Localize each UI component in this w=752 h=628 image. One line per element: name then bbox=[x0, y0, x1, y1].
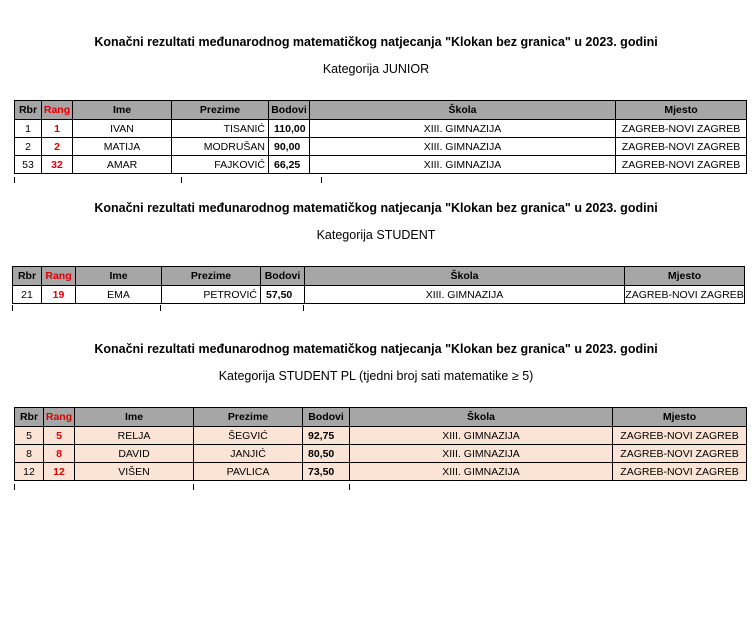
header-skola: Škola bbox=[310, 101, 616, 120]
table-row bbox=[15, 120, 747, 138]
cell-ime: VIŠEN bbox=[75, 463, 194, 481]
header-ime: Ime bbox=[76, 267, 162, 286]
cell-rang: 8 bbox=[44, 445, 75, 463]
table-row bbox=[15, 138, 747, 156]
header-ime: Ime bbox=[73, 101, 172, 120]
junior-subtitle: Kategorija JUNIOR bbox=[322, 62, 430, 76]
table-row bbox=[15, 156, 747, 174]
cell-ime: DAVID bbox=[75, 445, 194, 463]
cell-rang: 19 bbox=[42, 286, 76, 304]
header-skola: Škola bbox=[350, 408, 613, 427]
cell-bodovi: 90,00 bbox=[269, 138, 310, 156]
table-cutoff-mark bbox=[14, 177, 15, 183]
table-cutoff-mark bbox=[321, 177, 322, 183]
junior-title: Konačni rezultati međunarodnog matematičkog natjecanja "Klokan bez granica" u 2023. godini bbox=[94, 35, 658, 49]
header-skola: Škola bbox=[305, 267, 625, 286]
student-subtitle: Kategorija STUDENT bbox=[316, 228, 436, 242]
header-rbr: Rbr bbox=[13, 267, 42, 286]
header-rbr: Rbr bbox=[15, 408, 44, 427]
cell-ime: MATIJA bbox=[73, 138, 172, 156]
cell-rang: 32 bbox=[42, 156, 73, 174]
junior-results-table bbox=[14, 100, 747, 174]
cell-rbr: 2 bbox=[15, 138, 42, 156]
cell-skola: XIII. GIMNAZIJA bbox=[305, 286, 625, 304]
cell-skola: XIII. GIMNAZIJA bbox=[350, 463, 613, 481]
cell-skola: XIII. GIMNAZIJA bbox=[310, 138, 616, 156]
cell-prezime: TISANIĆ bbox=[172, 120, 269, 138]
student-title: Konačni rezultati međunarodnog matematičkog natjecanja "Klokan bez granica" u 2023. godini bbox=[94, 201, 658, 215]
cell-mjesto: ZAGREB-NOVI ZAGREB bbox=[616, 120, 747, 138]
cell-prezime: FAJKOVIĆ bbox=[172, 156, 269, 174]
table-cutoff-mark bbox=[193, 484, 194, 490]
table-row bbox=[15, 463, 747, 481]
cell-prezime: MODRUŠAN bbox=[172, 138, 269, 156]
cell-bodovi: 92,75 bbox=[303, 427, 350, 445]
cell-ime: RELJA bbox=[75, 427, 194, 445]
cell-bodovi: 66,25 bbox=[269, 156, 310, 174]
header-mjesto: Mjesto bbox=[613, 408, 747, 427]
table-row bbox=[15, 427, 747, 445]
cell-ime: EMA bbox=[76, 286, 162, 304]
cell-bodovi: 73,50 bbox=[303, 463, 350, 481]
cell-ime: IVAN bbox=[73, 120, 172, 138]
cell-mjesto: ZAGREB-NOVI ZAGREB bbox=[616, 138, 747, 156]
student-pl-title: Konačni rezultati međunarodnog matematičkog natjecanja "Klokan bez granica" u 2023. godini bbox=[94, 342, 658, 356]
cell-ime: AMAR bbox=[73, 156, 172, 174]
header-prezime: Prezime bbox=[194, 408, 303, 427]
cell-rang: 12 bbox=[44, 463, 75, 481]
header-prezime: Prezime bbox=[162, 267, 261, 286]
table-row bbox=[13, 286, 745, 304]
header-prezime: Prezime bbox=[172, 101, 269, 120]
header-ime: Ime bbox=[75, 408, 194, 427]
cell-prezime: PAVLICA bbox=[194, 463, 303, 481]
cell-mjesto: ZAGREB-NOVI ZAGREB bbox=[625, 286, 745, 304]
student-pl-results-table bbox=[14, 407, 747, 481]
cell-rang: 2 bbox=[42, 138, 73, 156]
cell-rbr: 5 bbox=[15, 427, 44, 445]
cell-rang: 5 bbox=[44, 427, 75, 445]
cell-mjesto: ZAGREB-NOVI ZAGREB bbox=[613, 463, 747, 481]
cell-rbr: 21 bbox=[13, 286, 42, 304]
table-cutoff-mark bbox=[160, 305, 161, 311]
table-header-row bbox=[15, 101, 747, 120]
cell-skola: XIII. GIMNAZIJA bbox=[310, 120, 616, 138]
table-cutoff-mark bbox=[14, 484, 15, 490]
header-bodovi: Bodovi bbox=[261, 267, 305, 286]
cell-rbr: 12 bbox=[15, 463, 44, 481]
cell-prezime: PETROVIĆ bbox=[162, 286, 261, 304]
table-cutoff-mark bbox=[12, 305, 13, 311]
cell-bodovi: 57,50 bbox=[261, 286, 305, 304]
table-cutoff-mark bbox=[349, 484, 350, 490]
cell-bodovi: 80,50 bbox=[303, 445, 350, 463]
table-cutoff-mark bbox=[303, 305, 304, 311]
cell-mjesto: ZAGREB-NOVI ZAGREB bbox=[613, 445, 747, 463]
cell-prezime: JANJIĆ bbox=[194, 445, 303, 463]
cell-prezime: ŠEGVIĆ bbox=[194, 427, 303, 445]
header-rbr: Rbr bbox=[15, 101, 42, 120]
header-mjesto: Mjesto bbox=[625, 267, 745, 286]
header-mjesto: Mjesto bbox=[616, 101, 747, 120]
cell-mjesto: ZAGREB-NOVI ZAGREB bbox=[616, 156, 747, 174]
cell-rbr: 1 bbox=[15, 120, 42, 138]
cell-rbr: 53 bbox=[15, 156, 42, 174]
cell-rang: 1 bbox=[42, 120, 73, 138]
cell-skola: XIII. GIMNAZIJA bbox=[350, 445, 613, 463]
header-rang: Rang bbox=[42, 267, 76, 286]
cell-bodovi: 110,00 bbox=[269, 120, 310, 138]
cell-mjesto: ZAGREB-NOVI ZAGREB bbox=[613, 427, 747, 445]
cell-rbr: 8 bbox=[15, 445, 44, 463]
header-bodovi: Bodovi bbox=[303, 408, 350, 427]
cell-skola: XIII. GIMNAZIJA bbox=[310, 156, 616, 174]
cell-skola: XIII. GIMNAZIJA bbox=[350, 427, 613, 445]
table-header-row bbox=[15, 408, 747, 427]
student-pl-subtitle: Kategorija STUDENT PL (tjedni broj sati matematike ≥ 5) bbox=[218, 369, 534, 383]
header-rang: Rang bbox=[44, 408, 75, 427]
table-row bbox=[15, 445, 747, 463]
header-bodovi: Bodovi bbox=[269, 101, 310, 120]
student-results-table bbox=[12, 266, 745, 304]
table-cutoff-mark bbox=[181, 177, 182, 183]
header-rang: Rang bbox=[42, 101, 73, 120]
table-header-row bbox=[13, 267, 745, 286]
